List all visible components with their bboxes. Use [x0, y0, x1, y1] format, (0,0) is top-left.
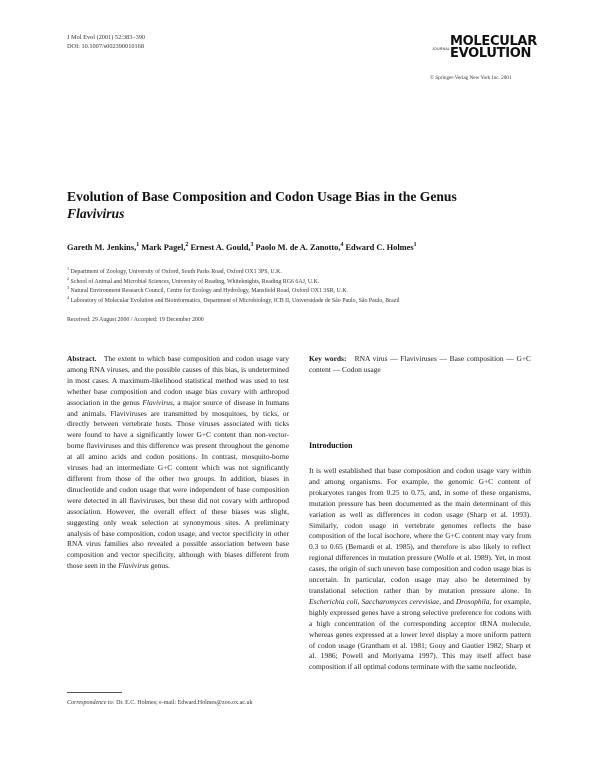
author: Paolo M. de A. Zanotto,$^4$	[255, 242, 344, 252]
abstract-label: Abstract.	[67, 354, 97, 363]
logo-line-2: EVOLUTION	[450, 46, 532, 61]
author: Ernest A. Gould,$^3$	[190, 242, 254, 252]
title-main: Evolution of Base Composition and Codon Usage Bias in the Genus	[67, 189, 457, 204]
affiliation: $^2$ School of Animal and Microbial Sciences, University of Reading, Whiteknights, Reading RG6 6AJ, U.K.	[67, 275, 320, 285]
introduction-text	[309, 466, 531, 673]
abstract-italic-1: Flavivirus,	[142, 397, 175, 407]
affiliation: $^3$ Natural Environment Research Council, Centre for Ecology and Hydrology, Mansfield Road, Oxford OX1 3SR, U.K.	[67, 285, 348, 295]
correspondence-text: Dr. E.C. Holmes; e-mail: Edward.Holmes@zoo.ox.ac.uk	[116, 700, 253, 706]
affiliation: $^1$ Department of Zoology, University of Oxford, South Parks Road, Oxford OX1 3PS, U.K.	[67, 266, 282, 275]
copyright: © Springer-Verlag New York Inc. 2001	[430, 75, 512, 81]
abstract-text-2: a major source of disease in humans and animals. Flaviviruses are transmitted by mosquitoes, by ticks, or directly between vertebrate hosts. Those viruses associated with ticks were found to have a significantly lower G+C content than non-vector-borne flaviviruses and this difference was present throughout the genome at all amino acids and codon positions. In contrast, mosquito-borne viruses had an intermediate G+C content which was not significantly different from those of the other two groups. In addition, biases in dinucleotide and codon usage that were independent of base composition were detected in all flaviviruses, but these did not covary with arthropod association. However, the overall effect of these biases was slight, suggesting only weak selection at synonymous sites. A preliminary analysis of base composition, codon usage, and vector specificity in other RNA virus families also revealed a possible association between base composition and vector specificity, although with biases different from those seen in the	[67, 397, 290, 571]
abstract-italic-2: Flavivirus	[118, 561, 149, 571]
correspondence	[67, 699, 289, 708]
article-title	[67, 188, 507, 222]
journal-citation: J Mol Evol (2001) 52:383–390	[67, 34, 146, 41]
intro-text-1: It is well established that base composition and codon usage vary within and among organisms. For example, the genomic G+C content of prokaryotes ranges from 0.25 to 0.75, and, in some of these organisms, mutation pressure has been documented as the main determinant of this variation as well as differences in codon usage (Sharp et al. 1993). Similarly, codon usage in vertebrate genomes reflects the base composition of the local isochore, where the G+C content may vary from 0.3 to 0.65 (Bernardi et al. 1985), and therefore is also likely to reflect regional differences in mutation pressure (Wolfe et al. 1989). Yet, in most cases, the origin of such uneven base composition and codon usage bias is uncertain. In particular, codon usage may also be determined by translational selection rather than by mutation pressure alone. In	[309, 466, 531, 595]
received-dates: Received: 29 August 2000 / Accepted: 19 December 2000	[67, 317, 204, 323]
author: Edward C. Holmes$^1$	[345, 242, 417, 252]
affiliations	[67, 268, 547, 306]
keywords-label: Key words:	[309, 354, 347, 363]
intro-and: and	[443, 596, 454, 606]
author-list	[67, 243, 547, 252]
title-genus: Flavivirus	[67, 206, 125, 221]
author: Mark Pagel,$^2$	[141, 242, 189, 252]
logo-big-text	[450, 36, 537, 60]
abstract-text-3: genus.	[150, 561, 170, 571]
intro-italic-2: Drosophila,	[455, 596, 492, 606]
correspondence-label: Correspondence to:	[67, 700, 115, 706]
logo-small-text: JOURNAL OF	[432, 47, 457, 51]
logo-line-1: MOLECULAR	[450, 34, 537, 49]
introduction-heading: Introduction	[309, 441, 353, 450]
footnote-rule	[67, 692, 122, 693]
intro-italic-1: Escherichia coli, Saccharomyces cerevisiae,	[309, 596, 442, 606]
journal-header	[67, 33, 145, 51]
author: Gareth M. Jenkins,$^1$	[67, 242, 140, 252]
abstract	[67, 354, 289, 572]
journal-logo	[428, 36, 536, 68]
affiliation: $^4$ Laboratory of Molecular Evolution and Bioinformatics, Department of Microbiology, ICB II, Universidade de São Paulo, São Paulo, Brazil	[67, 294, 400, 304]
abstract-text-1: The extent to which base composition and codon usage vary among RNA viruses, and the possible causes of this bias, is undetermined in most cases. A maximum-likelihood statistical method was used to test whether base composition and codon usage bias covary with arthropod association in the genus	[67, 354, 289, 407]
intro-text-2: for example, highly expressed genes have a strong selective preference for codons with a high concentration of the corresponding acceptor tRNA molecule, whereas genes expressed at a lower level display a more uniform pattern of codon usage (Grantham et al. 1981; Gouy and Gautier 1982; Sharp et al. 1986; Powell and Moriyama 1997). This may itself affect base composition if all optimal codons terminate with the same nucleotide,	[309, 596, 531, 672]
journal-doi: DOI: 10.1007/s002390010168	[67, 43, 144, 50]
keywords	[309, 354, 531, 376]
keywords-text: RNA virus — Flaviviruses — Base composition — G+C content — Codon usage	[309, 354, 531, 374]
